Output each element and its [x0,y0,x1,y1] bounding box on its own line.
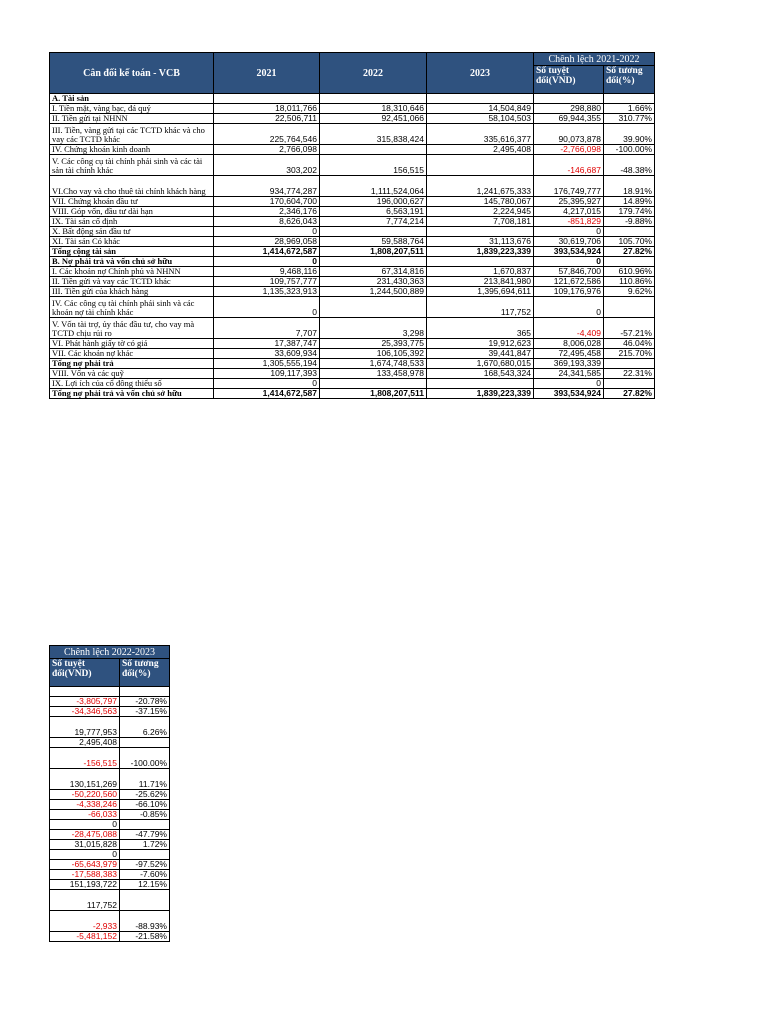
table-row [50,697,170,707]
value-2022: 1,111,524,064 [320,176,427,197]
table-row [50,267,655,277]
diff-rel: 39.90% [604,124,655,145]
year-2022-header: 2022 [320,53,427,94]
value-2022: 67,314,816 [320,267,427,277]
value-2022: 196,000,627 [320,197,427,207]
diff-abs: -34,346,563 [50,707,120,717]
value-2021: 934,774,287 [214,176,320,197]
value-2023: 1,670,680,015 [427,359,534,369]
diff-rel [120,890,170,911]
diff-abs [534,94,604,104]
diff-abs: 298,880 [534,104,604,114]
diff-rel [604,94,655,104]
diff-abs: 4,217,015 [534,207,604,217]
diff-abs: -17,588,383 [50,870,120,880]
diff-rel: 6.26% [120,717,170,738]
value-2023: 1,839,223,339 [427,389,534,399]
value-2023 [427,257,534,267]
table-row [50,870,170,880]
value-2023: 1,839,223,339 [427,247,534,257]
value-2022: 6,563,191 [320,207,427,217]
diff-rel: -47.79% [120,830,170,840]
diff-abs: 176,749,777 [534,176,604,197]
value-2022: 1,808,207,511 [320,389,427,399]
diff-abs: -4,409 [534,318,604,339]
value-2023 [427,379,534,389]
table-row [50,790,170,800]
balance-sheet-table [49,52,655,399]
value-2023: 58,104,503 [427,114,534,124]
table-title: Cân đối kế toán - VCB [50,53,214,94]
diff-rel: -7.60% [120,870,170,880]
table-row [50,379,655,389]
value-2022: 133,458,978 [320,369,427,379]
diff-rel: 27.82% [604,247,655,257]
value-2023: 1,395,694,611 [427,287,534,297]
table-row [50,207,655,217]
diff-abs: 393,534,924 [534,247,604,257]
value-2022: 92,451,066 [320,114,427,124]
row-label: I. Tiền mặt, vàng bạc, đá quý [50,104,214,114]
table-row [50,359,655,369]
diff-abs: -28,475,088 [50,830,120,840]
row-label: XI. Tài sản Có khác [50,237,214,247]
diff-rel: -20.78% [120,697,170,707]
value-2023: 117,752 [427,297,534,318]
table-row [50,369,655,379]
value-2021: 1,414,672,587 [214,389,320,399]
diff-abs: -2,933 [50,911,120,932]
diff-abs: 0 [50,850,120,860]
table-row [50,860,170,870]
diff-rel [120,738,170,748]
diff-rel: 11.71% [120,769,170,790]
diff-abs: 31,015,828 [50,840,120,850]
diff-abs: 369,193,339 [534,359,604,369]
diff-rel [604,297,655,318]
diff-abs: 57,846,700 [534,267,604,277]
diff-abs: 0 [534,257,604,267]
diff-rel: 14.89% [604,197,655,207]
diff-rel: 46.04% [604,339,655,349]
diff-rel: -100.00% [604,145,655,155]
value-2023: 145,780,067 [427,197,534,207]
value-2022 [320,297,427,318]
value-2023: 213,841,980 [427,277,534,287]
row-label: B. Nợ phải trả và vốn chủ sở hữu [50,257,214,267]
row-label: Tổng nợ phải trả [50,359,214,369]
row-label: Tổng nợ phải trả và vốn chủ sở hữu [50,389,214,399]
row-label: VIII. Vốn và các quỹ [50,369,214,379]
table-row [50,840,170,850]
diff-abs: 90,073,878 [534,124,604,145]
diff-abs: 109,176,976 [534,287,604,297]
value-2021: 0 [214,297,320,318]
row-label: I. Các khoản nợ Chính phủ và NHNN [50,267,214,277]
value-2023: 2,224,945 [427,207,534,217]
row-label: V. Vốn tài trợ, ủy thác đầu tư, cho vay mà TCTD chịu rủi ro [50,318,214,339]
diff-rel: -37.15% [120,707,170,717]
table-row [50,911,170,932]
diff-rel [604,257,655,267]
table-row [50,850,170,860]
diff-rel: 1.66% [604,104,655,114]
diff-rel: 310.77% [604,114,655,124]
rel-header: Số tương đối(%) [604,66,655,94]
value-2022: 1,674,748,533 [320,359,427,369]
table-row [50,820,170,830]
value-2022 [320,379,427,389]
diff-abs: -5,481,152 [50,932,120,942]
diff-rel: -25.62% [120,790,170,800]
diff-abs: -146,687 [534,155,604,176]
diff-rel [120,850,170,860]
diff-rel: -21.58% [120,932,170,942]
diff-rel: -66.10% [120,800,170,810]
value-2023: 365 [427,318,534,339]
value-2022: 1,808,207,511 [320,247,427,257]
row-label: III. Tiền gửi của khách hàng [50,287,214,297]
row-label: IX. Lợi ích của cổ đông thiểu số [50,379,214,389]
row-label: A. Tài sản [50,94,214,104]
value-2023: 1,670,837 [427,267,534,277]
value-2022: 3,298 [320,318,427,339]
table-row [50,94,655,104]
table-row [50,830,170,840]
value-2021: 28,969,058 [214,237,320,247]
diff-rel: 22.31% [604,369,655,379]
table-row [50,318,655,339]
diff-abs: 0 [534,227,604,237]
diff-rel: 18.91% [604,176,655,197]
diff-rel [604,379,655,389]
year-2023-header: 2023 [427,53,534,94]
value-2022: 231,430,363 [320,277,427,287]
value-2021: 109,117,393 [214,369,320,379]
row-label: IV. Các công cụ tài chính phái sinh và các khoản nợ tài chính khác [50,297,214,318]
diff-rel: -9.88% [604,217,655,227]
diff-rel: -97.52% [120,860,170,870]
table-row [50,717,170,738]
row-label: Tổng cộng tài sản [50,247,214,257]
diff-2022-2023-table [49,645,170,942]
row-label: X. Bất động sản đầu tư [50,227,214,237]
table-row [50,810,170,820]
diff-rel [604,359,655,369]
value-2022: 7,774,214 [320,217,427,227]
table-row [50,114,655,124]
value-2022 [320,227,427,237]
value-2023: 7,708,181 [427,217,534,227]
value-2021: 2,766,098 [214,145,320,155]
diff-rel: 110.86% [604,277,655,287]
value-2021: 2,346,176 [214,207,320,217]
value-2022: 315,838,424 [320,124,427,145]
diff-abs: -4,338,246 [50,800,120,810]
table-row [50,145,655,155]
table-row [50,687,170,697]
row-label: V. Các công cụ tài chính phái sinh và các tài sản tài chính khác [50,155,214,176]
diff-abs: 69,944,355 [534,114,604,124]
value-2021: 225,764,546 [214,124,320,145]
value-2021: 109,757,777 [214,277,320,287]
table-row [50,707,170,717]
diff-abs: 19,777,953 [50,717,120,738]
value-2023: 168,543,324 [427,369,534,379]
value-2022 [320,257,427,267]
diff-rel: 610.96% [604,267,655,277]
diff-rel: 105.70% [604,237,655,247]
year-2021-header: 2021 [214,53,320,94]
row-label: II. Tiền gửi và vay các TCTD khác [50,277,214,287]
table-row [50,800,170,810]
table-row [50,349,655,359]
value-2023 [427,155,534,176]
value-2022: 156,515 [320,155,427,176]
abs-header: Số tuyệt đối(VND) [534,66,604,94]
diff-abs: 0 [50,820,120,830]
abs-header: Số tuyệt đối(VND) [50,659,120,687]
diff-rel: 12.15% [120,880,170,890]
value-2021: 7,707 [214,318,320,339]
row-label: III. Tiền, vàng gửi tại các TCTD khác và cho vay các TCTD khác [50,124,214,145]
value-2022: 1,244,500,889 [320,287,427,297]
diff-abs: 25,395,927 [534,197,604,207]
table-row [50,287,655,297]
diff-rel: -0.85% [120,810,170,820]
diff-rel: 179.74% [604,207,655,217]
diff-abs: 121,672,586 [534,277,604,287]
table-row [50,197,655,207]
balance-sheet-body [50,94,655,399]
table-row [50,389,655,399]
value-2023: 1,241,675,333 [427,176,534,197]
value-2022: 25,393,775 [320,339,427,349]
table-row [50,104,655,114]
diff-abs: 24,341,585 [534,369,604,379]
diff-abs: -66,033 [50,810,120,820]
diff-abs: -3,805,797 [50,697,120,707]
value-2021: 18,011,766 [214,104,320,114]
diff-abs: 130,151,269 [50,769,120,790]
value-2023 [427,227,534,237]
value-2021: 0 [214,227,320,237]
diff-rel: -57.21% [604,318,655,339]
value-2023: 335,616,377 [427,124,534,145]
table-row [50,890,170,911]
diff-abs: 0 [534,379,604,389]
diff-abs: 393,534,924 [534,389,604,399]
diff-rel: 27.82% [604,389,655,399]
diff-abs: 30,619,706 [534,237,604,247]
table-row [50,277,655,287]
value-2021: 170,604,700 [214,197,320,207]
diff-abs: -2,766,098 [534,145,604,155]
table-row [50,124,655,145]
value-2022 [320,94,427,104]
row-label: VII. Các khoản nợ khác [50,349,214,359]
diff-abs: -156,515 [50,748,120,769]
table-row [50,339,655,349]
rel-header: Số tương đối(%) [120,659,170,687]
table-row [50,738,170,748]
diff-rel: -100.00% [120,748,170,769]
table-row [50,769,170,790]
row-label: VI. Phát hành giấy tờ có giá [50,339,214,349]
row-label: VII. Chứng khoán đầu tư [50,197,214,207]
table-row [50,237,655,247]
diff-2022-2023-body [50,687,170,942]
diff-rel: 1.72% [120,840,170,850]
value-2021: 33,609,934 [214,349,320,359]
table-row [50,247,655,257]
diff-abs: 117,752 [50,890,120,911]
diff-abs: 72,495,458 [534,349,604,359]
diff-abs: -50,220,560 [50,790,120,800]
diff-rel [120,820,170,830]
table-row [50,257,655,267]
table-row [50,155,655,176]
row-label: IV. Chứng khoán kinh doanh [50,145,214,155]
diff-abs: -65,643,979 [50,860,120,870]
diff-rel: 9.62% [604,287,655,297]
value-2021: 9,468,116 [214,267,320,277]
value-2021 [214,94,320,104]
diff-rel [120,687,170,697]
row-label: II. Tiền gửi tại NHNN [50,114,214,124]
table-row [50,748,170,769]
table-row [50,932,170,942]
value-2022: 59,588,764 [320,237,427,247]
diff-abs: -851,829 [534,217,604,227]
table-row [50,880,170,890]
value-2021: 0 [214,257,320,267]
diff-2021-2022-header: Chênh lệch 2021-2022 [534,53,655,66]
table-row [50,297,655,318]
value-2022: 106,105,392 [320,349,427,359]
value-2022 [320,145,427,155]
value-2021: 0 [214,379,320,389]
value-2021: 303,202 [214,155,320,176]
value-2023: 2,495,408 [427,145,534,155]
row-label: IX. Tài sản cố định [50,217,214,227]
row-label: VIII. Góp vốn, đầu tư dài hạn [50,207,214,217]
value-2022: 18,310,646 [320,104,427,114]
table-row [50,217,655,227]
diff-abs: 0 [534,297,604,318]
value-2023 [427,94,534,104]
value-2023: 14,504,849 [427,104,534,114]
table-row [50,227,655,237]
value-2023: 19,912,623 [427,339,534,349]
diff-rel [604,227,655,237]
diff-abs: 2,495,408 [50,738,120,748]
value-2023: 39,441,847 [427,349,534,359]
value-2023: 31,113,676 [427,237,534,247]
table-row [50,176,655,197]
diff-rel: -48.38% [604,155,655,176]
value-2021: 22,506,711 [214,114,320,124]
diff-abs: 8,006,028 [534,339,604,349]
diff-rel: -88.93% [120,911,170,932]
value-2021: 1,135,323,913 [214,287,320,297]
diff-rel: 215.70% [604,349,655,359]
diff-abs: 151,193,722 [50,880,120,890]
row-label: VI.Cho vay và cho thuê tài chính khách hàng [50,176,214,197]
diff-2022-2023-header: Chênh lệch 2022-2023 [50,646,170,659]
value-2021: 1,414,672,587 [214,247,320,257]
value-2021: 8,626,043 [214,217,320,227]
diff-abs [50,687,120,697]
value-2021: 17,387,747 [214,339,320,349]
value-2021: 1,305,555,194 [214,359,320,369]
